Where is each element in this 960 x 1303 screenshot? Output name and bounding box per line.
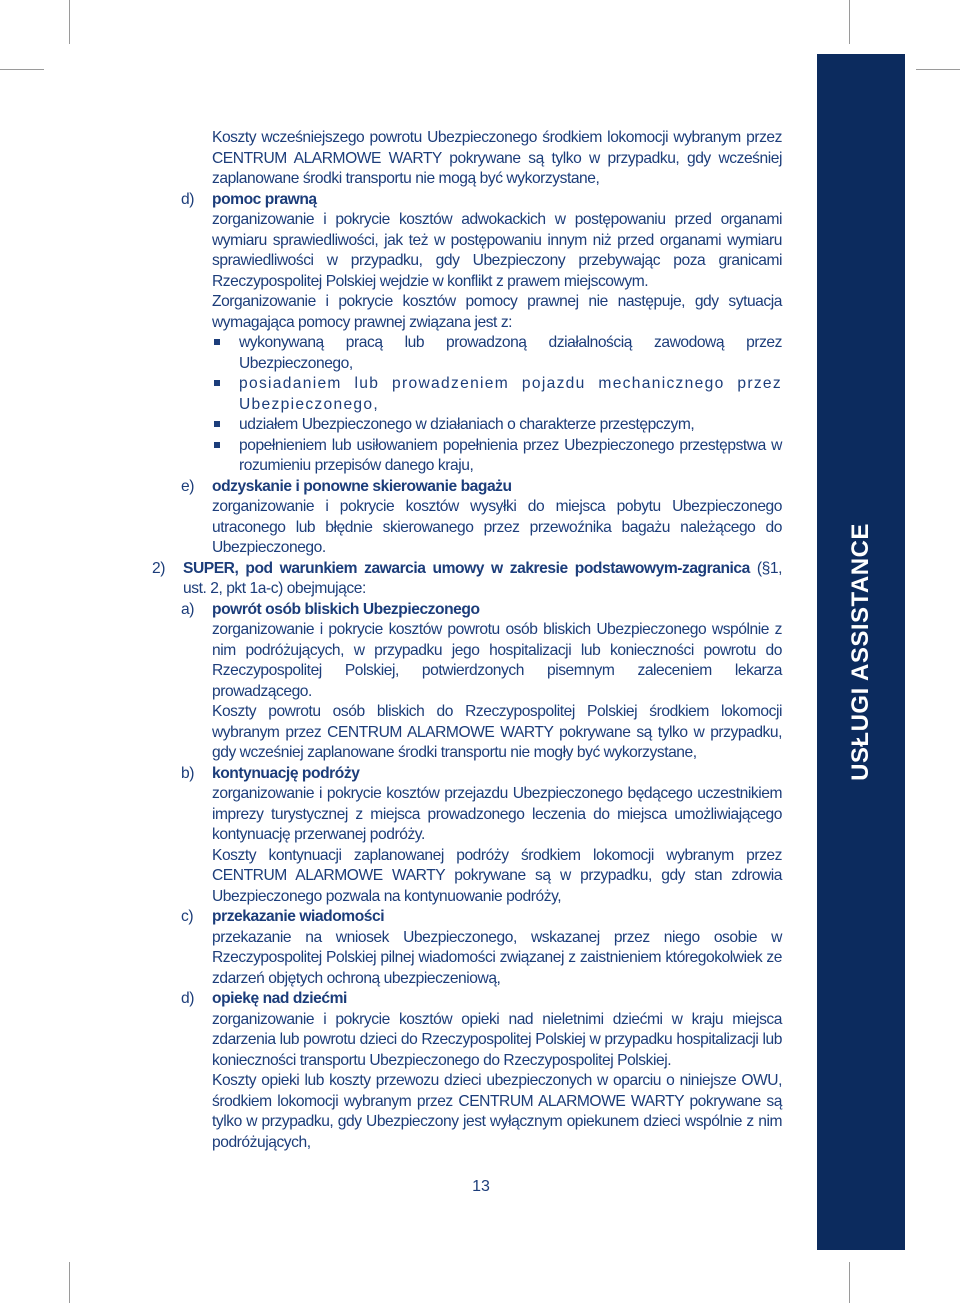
list-item-letter: d) bbox=[181, 190, 194, 208]
list-item bbox=[212, 436, 782, 477]
list-item bbox=[212, 374, 782, 415]
sub-item-title: powrót osób bliskich Ubezpieczonego bbox=[212, 600, 480, 618]
crop-mark bbox=[849, 1262, 850, 1303]
section-side-tab-label: USŁUGI ASSISTANCE bbox=[847, 523, 874, 781]
sub-item-paragraph: zorganizowanie i pokrycie kosztów powrotu osób bliskich Ubezpieczonego wspólnie z nim podróżujących, w przypadku jego hospitalizacji lub konieczności powrotu do Rzeczypospolitej Polskiej, potwierdzonych pisemnym zaleceniem lekarza prowadzącego. bbox=[212, 621, 782, 700]
list-item-letter: e) bbox=[181, 477, 194, 495]
square-bullet-icon bbox=[214, 339, 220, 345]
sub-item-paragraph: zorganizowanie i pokrycie kosztów opieki nad nieletnimi dziećmi w kraju miejsca zdarzenia lub powrotu dzieci do Rzeczypospolitej Polskiej w przypadku hospitalizacji lub konieczności transportu Ubezpieczonego do Rzeczypospolitej Polskiej. bbox=[212, 1010, 782, 1069]
list-item-title: pomoc prawną bbox=[212, 190, 317, 208]
bullet-text: wykonywaną pracą lub prowadzoną działalnością zawodową przez Ubezpieczonego, bbox=[239, 334, 782, 372]
sub-item-paragraph: zorganizowanie i pokrycie kosztów przejazdu Ubezpieczonego będącego uczestnikiem imprezy turystycznej z miejsca prowadzonego leczenia do miejsca umożliwiającego kontynuację przerwanej podróży. bbox=[212, 785, 782, 843]
bullet-text: popełnieniem lub usiłowaniem popełnienia przez Ubezpieczonego przestępstwa w rozumieniu przepisów danego kraju, bbox=[239, 436, 782, 474]
intro-paragraph: Koszty wcześniejszego powrotu Ubezpieczonego środkiem lokomocji wybranym przez CENTRUM ALARMOWE WARTY pokrywane są tylko w przypadku, gdy wcześniej zaplanowane środki transportu nie mogą być wykorzystane, bbox=[212, 129, 782, 187]
sub-item-paragraph: Koszty opieki lub koszty przewozu dzieci ubezpieczonych w oparciu o niniejsze OWU, środkiem lokomocji wybranym przez CENTRUM ALARMOWE WARTY pokrywane są tylko w przypadku, gdy Ubezpieczony jest wyłącznym opiekunem dzieci wspólnie z nim podróżujących, bbox=[212, 1072, 782, 1151]
list-item bbox=[212, 333, 782, 374]
numbered-item-title: SUPER, pod warunkiem zawarcia umowy w zakresie podstawowym-zagranica bbox=[183, 559, 750, 577]
bullet-text: posiadaniem lub prowadzeniem pojazdu mechanicznego przez Ubezpieczonego, bbox=[239, 375, 782, 413]
sub-item-title: przekazanie wiadomości bbox=[212, 908, 385, 925]
section-side-tab bbox=[817, 54, 905, 1250]
sub-item-letter: b) bbox=[181, 764, 194, 782]
sub-item-letter: a) bbox=[181, 600, 194, 618]
crop-mark bbox=[849, 0, 850, 44]
sub-item-paragraph: Koszty powrotu osób bliskich do Rzeczypospolitej Polskiej środkiem lokomocji wybranym przez CENTRUM ALARMOWE WARTY pokrywane są tylko w przypadku, gdy wcześniej zaplanowane środki transportu nie mogły być wykorzystane, bbox=[212, 703, 782, 761]
numbered-item-2 bbox=[152, 559, 782, 1154]
crop-mark bbox=[69, 0, 70, 44]
crop-mark bbox=[916, 69, 960, 70]
square-bullet-icon bbox=[214, 380, 220, 386]
sub-item-c bbox=[183, 907, 782, 989]
square-bullet-icon bbox=[214, 421, 220, 427]
list-item-title: odzyskanie i ponowne skierowanie bagażu bbox=[212, 477, 512, 495]
list-item bbox=[212, 415, 782, 436]
sub-item-letter: c) bbox=[181, 908, 194, 925]
sub-item-a bbox=[183, 600, 782, 764]
list-item-paragraph: zorganizowanie i pokrycie kosztów wysyłki do miejsca pobytu Ubezpieczonego utraconego lub błędnie skierowanego przez przewoźnika bagażu należącego do Ubezpieczonego. bbox=[212, 498, 782, 556]
page-number: 13 bbox=[472, 1178, 490, 1195]
sub-item-d bbox=[183, 989, 782, 1153]
list-item-e bbox=[152, 477, 782, 559]
document-body bbox=[152, 128, 782, 1153]
list-item-paragraph: Zorganizowanie i pokrycie kosztów pomocy prawnej nie następuje, gdy sytuacja wymagająca pomocy prawnej związana jest z: bbox=[212, 293, 782, 331]
sub-item-title: kontynuację podróży bbox=[212, 764, 360, 782]
list-item-d bbox=[152, 190, 782, 477]
exclusions-list bbox=[212, 333, 782, 477]
list-item-paragraph: zorganizowanie i pokrycie kosztów adwokackich w postępowaniu przed organami wymiaru sprawiedliwości, jak też w postępowaniu innym niż przed organami wymiaru sprawiedliwości w przypadku, gdy Ubezpieczony przebywając poza granicami Rzeczypospolitej Polskiej wejdzie w konflikt z prawem miejscowym. bbox=[212, 211, 782, 290]
sub-item-letter: d) bbox=[181, 990, 194, 1007]
numbered-item-continuation: (§1, ust. 2, pkt 1a-c) obejmujące: bbox=[183, 559, 782, 597]
sub-item-b bbox=[183, 764, 782, 908]
crop-mark bbox=[0, 69, 44, 70]
sub-item-paragraph: Koszty kontynuacji zaplanowanej podróży środkiem lokomocji wybranym przez CENTRUM ALARMOWE WARTY pokrywane są w przypadku, gdy stan zdrowia Ubezpieczonego pozwala na kontynuowanie podróży, bbox=[212, 846, 782, 905]
sub-item-paragraph: przekazanie na wniosek Ubezpieczonego, wskazanej przez niego osobie w Rzeczypospolitej Polskiej pilnej wiadomości związanej z zaistnieniem któregokolwiek ze zdarzeń objętych ochroną ubezpieczeniową, bbox=[212, 928, 782, 987]
bullet-text: udziałem Ubezpieczonego w działaniach o charakterze przestępczym, bbox=[239, 416, 695, 433]
square-bullet-icon bbox=[214, 442, 220, 448]
numbered-item-number: 2) bbox=[152, 559, 165, 577]
crop-mark bbox=[69, 1262, 70, 1303]
sub-item-title: opiekę nad dziećmi bbox=[212, 990, 347, 1007]
